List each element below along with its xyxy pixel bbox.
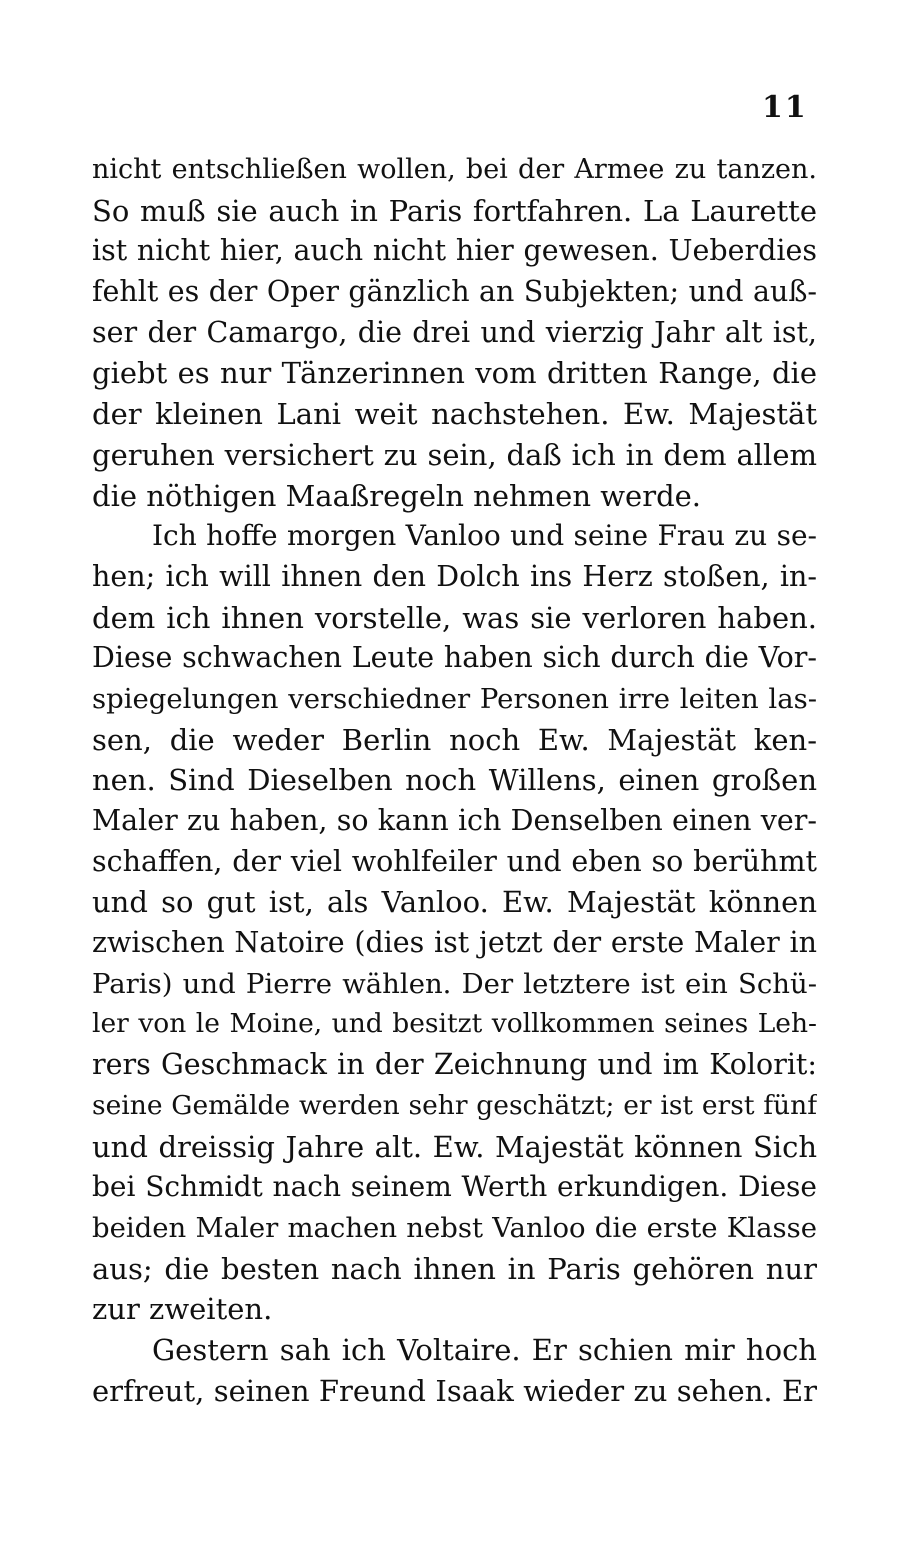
text-line: ser der Camargo, die drei und vierzig Jahr alt ist, <box>92 315 817 349</box>
text-line: die nöthigen Maaßregeln nehmen werde. <box>92 478 702 513</box>
text-line: seine Gemälde werden sehr geschätzt; er ist erst fünf <box>92 1089 817 1121</box>
text-line: spiegelungen verschiedner Personen irre leiten las- <box>92 682 817 715</box>
text-line: zwischen Natoire (dies ist jetzt der erste Maler in <box>92 926 817 960</box>
text-line: erfreut, seinen Freund Isaak wieder zu sehen. Er <box>92 1373 817 1408</box>
text-line: Gestern sah ich Voltaire. Er schien mir hoch <box>152 1332 817 1367</box>
text-line: So muß sie auch in Paris fortfahren. La Laurette <box>92 193 817 228</box>
text-line: zur zweiten. <box>92 1292 273 1327</box>
text-line: hen; ich will ihnen den Dolch ins Herz stoßen, in- <box>92 559 817 593</box>
text-line: Maler zu haben, so kann ich Denselben einen ver- <box>92 804 817 837</box>
text-line: Diese schwachen Leute haben sich durch die Vor- <box>92 641 817 675</box>
text-line: geruhen versichert zu sein, daß ich in dem allem <box>92 437 817 472</box>
text-line: nicht entschließen wollen, bei der Armee zu tanzen. <box>92 154 817 185</box>
text-line: bei Schmidt nach seinem Werth erkundigen. Diese <box>92 1170 817 1204</box>
body-text <box>92 150 817 1411</box>
text-line: schaffen, der viel wohlfeiler und eben so berühmt <box>92 844 817 878</box>
text-line: ler von le Moine, und besitzt vollkommen seines Leh- <box>92 1008 817 1040</box>
text-line: der kleinen Lani weit nachstehen. Ew. Majestät <box>92 397 817 432</box>
text-line: fehlt es der Oper gänzlich an Subjekten; und auß- <box>92 275 817 309</box>
text-line: beiden Maler machen nebst Vanloo die erste Klasse <box>92 1211 817 1244</box>
text-line: und dreissig Jahre alt. Ew. Majestät können Sich <box>92 1129 817 1164</box>
text-line: aus; die besten nach ihnen in Paris gehören nur <box>92 1251 817 1286</box>
text-line: sen, die weder Berlin noch Ew. Majestät ken- <box>92 722 817 757</box>
text-line: giebt es nur Tänzerinnen vom dritten Range, die <box>92 356 817 391</box>
text-line: dem ich ihnen vorstelle, was sie verloren haben. <box>92 600 817 635</box>
text-line: und so gut ist, als Vanloo. Ew. Majestät können <box>92 885 817 920</box>
text-line: ist nicht hier, auch nicht hier gewesen. Ueberdies <box>92 234 817 268</box>
text-line: nen. Sind Dieselben noch Willens, einen großen <box>92 763 817 798</box>
page-number: 11 <box>762 90 808 125</box>
text-line: Ich hoffe morgen Vanloo und seine Frau zu se- <box>152 519 817 553</box>
text-line: Paris) und Pierre wählen. Der letztere ist ein Schü- <box>92 967 817 1000</box>
text-line: rers Geschmack in der Zeichnung und im Kolorit: <box>92 1048 817 1082</box>
